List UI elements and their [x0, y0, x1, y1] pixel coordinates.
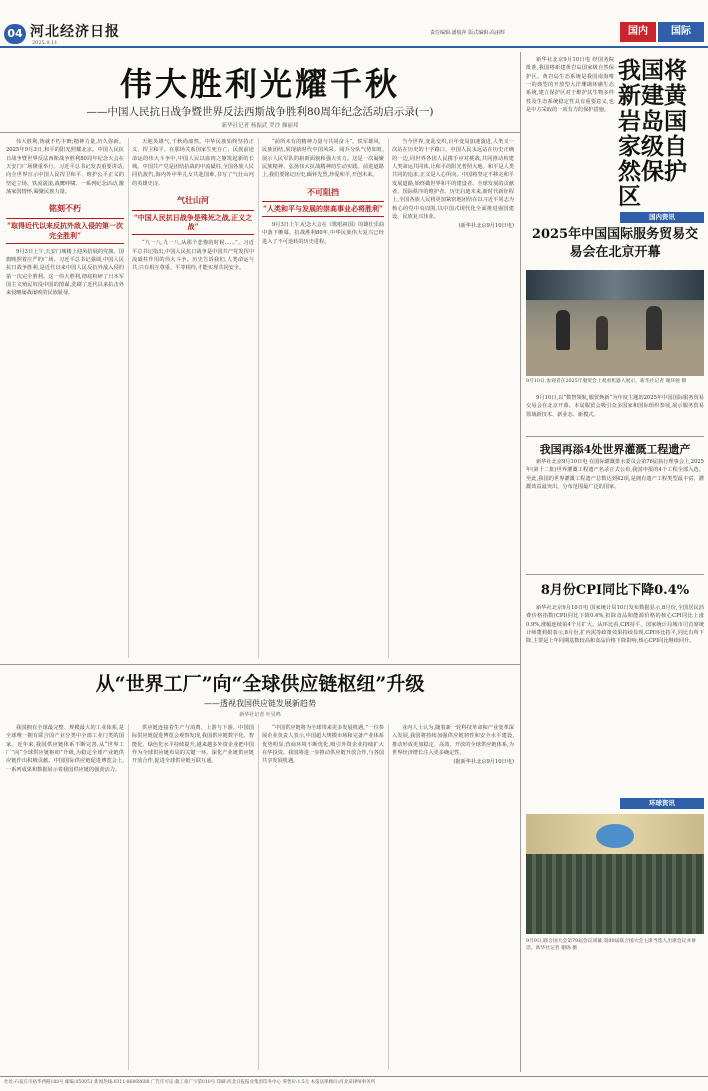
page-footer: 社址:石家庄市裕华西路188号 邮编:050051 新闻热线:0311-86868688 广告许可证:冀工商广字第010号 印刷:河北日报报业集团印务中心 零售价:1.5元 本报法律顾问:河北某律师事务所 — [0, 1076, 708, 1091]
article-paragraph: 当今世界,变乱交织,百年变局加速演进,人类又一次站在历史的十字路口。中国人民永远站在历史正确的一边,同世界各国人民携手应对挑战,共同推动构建人类命运共同体,让和平的阳光普照大地。和平是人类共同的追求,正义是人心所向。中国将坚定不移走和平发展道路,始终做世界和平的建设者、全球发展的贡献者、国际秩序的维护者。历史启迪未来,新时代新征程上,全国各族人民将更加紧密地团结在以习近平同志为核心的党中央周围,以中国式现代化全面推进强国建设、民族复兴伟业。 — [392, 139, 514, 220]
article-paragraph: 供应链连接着生产与消费、上游与下游。中国国际供应链促进博览会观察发现,我国供应链数字化、智能化、绿色化水平持续提升,越来越多外资企业把中国作为全球供应链布局的关键一环。深化产业链供应链开放合作,促进全球供应链互联互通。 — [132, 725, 254, 765]
un-photo-caption: 9月9日,联合国大会第79届会议闭幕,第80届联合国大会主席当选人出席会议并讲话。新华社记者 谢锦 摄 — [526, 939, 697, 952]
pull-quote: “人类和平与发展的崇高事业必将胜利” — [262, 201, 384, 217]
article-paragraph: 新华社北京9月10日电 经国务院批准,我国将新建黄岩岛国家级自然保护区。黄岩岛生态系统是我国南海唯一的典型的开放型大洋珊瑚环礁生态系统,建立保护区对于维护其生物多样性及生态系统稳定性具有重要意义,也是中方采取的一项有力的保护措施。 — [526, 57, 614, 113]
section-domestic: 国内 — [620, 22, 656, 42]
divider — [520, 52, 521, 1072]
bottom-byline: 新华社记者 叶昊鸣 — [239, 712, 281, 718]
lead-headline: 伟大胜利光耀千秋 — [119, 65, 400, 103]
page-number: 04 — [4, 24, 26, 44]
lead-column-3 — [262, 138, 384, 658]
divider — [128, 138, 129, 658]
article-paragraph: 9月10日,以“数智领航,服贸焕新”为年度主题的2025年中国国际服务贸易交易会在北京开幕。本届服贸会吸引众多国家和国际组织参展,展示服务贸易领域新技术、新业态、新模式。 — [526, 395, 704, 418]
bottom-column-2 — [132, 724, 254, 1070]
divider — [258, 724, 259, 1070]
issue-date: 2025.9.11 — [32, 40, 58, 46]
bottom-subheadline: ——透视我国供应链发展新趋势 — [204, 699, 316, 708]
domestic-news-banner: 国内资讯 — [620, 212, 704, 223]
masthead — [0, 0, 708, 48]
pull-quote: “取得近代以来反抗外敌入侵的第一次完全胜利” — [6, 218, 124, 244]
article-paragraph: 9月3日上午,天安门城楼上迎风招展的党旗、国旗映照着庄严的广场。习近平总书记强调,中国人民抗日战争胜利,是近代以来中国人民反抗外敌入侵的第一次完全胜利。这一伟大胜利,彻底粉碎了日本军国主义殖民奴役中国的图谋,洗刷了近代以来抗击外来侵略屡战屡败的民族耻辱。 — [6, 248, 124, 297]
fair-photo-caption: 9月10日,参观者在2025年服贸会上观看机器人展示。新华社记者 谢环驰 摄 — [526, 379, 687, 384]
fair-headline: 2025年中国国际服务贸易交易会在北京开幕 — [531, 227, 699, 260]
article-paragraph: 新华社北京9月10日电 在国际灌溉排水委员会第76届执行理事会上,2025年(第十二批)世界灌溉工程遗产名录正式公布,我国申报的4个工程全部入选。至此,我国的世界灌溉工程遗产总数达到42项,是拥有遗产工程类型最丰富、灌溉效益最突出、分布范围最广泛的国家。 — [526, 459, 704, 490]
lead-column-4 — [392, 138, 514, 658]
section-subhead: 气壮山河 — [177, 194, 209, 205]
reserve-headline: 我国将新建黄岩岛国家级自然保护区 — [618, 57, 687, 211]
divider — [258, 138, 259, 658]
divider — [0, 664, 520, 665]
heritage-headline: 我国再添4处世界灌溉工程遗产 — [526, 436, 704, 458]
divider — [0, 132, 520, 133]
heritage-article-body — [526, 458, 704, 570]
article-dateline: (据新华社北京9月10日电) — [453, 759, 514, 766]
divider — [388, 724, 389, 1070]
cpi-headline: 8月份CPI同比下降0.4% — [526, 574, 704, 601]
bottom-column-1 — [6, 724, 124, 1070]
pull-quote: “中国人民抗日战争是殊死之战,正义之战” — [132, 210, 254, 236]
section-international: 国际 — [658, 22, 704, 42]
un-photo — [526, 814, 704, 934]
divider — [388, 138, 389, 658]
article-paragraph: “九一八,九一八,从那个悲惨的时候……”。习近平总书记指出,中国人民抗日战争是中国共产党发挥中流砥柱作用的伟大斗争。历史告诉我们,人类命运与共,只有相互尊重、平等相待,才能实现共同安全。 — [132, 240, 254, 272]
reserve-article-body — [526, 56, 614, 208]
cpi-article-body — [526, 604, 704, 768]
article-paragraph: “中国供应链将为全球带来更多发展机遇。”一位参展企业负责人表示,中国超大规模市场和完备产业体系优势明显,营商环境不断优化,吸引外资企业持续扩大在华投资。我国将进一步推动供应链开放合作,与各国共享发展机遇。 — [262, 725, 384, 765]
bottom-headline: 从“世界工厂”向“全球供应链枢纽”升级 — [95, 673, 425, 695]
section-subhead: 铭刻不朽 — [49, 203, 81, 214]
fair-article-body — [526, 394, 704, 430]
divider — [128, 724, 129, 1070]
bottom-column-3 — [262, 724, 384, 1070]
newspaper-name: 河北经济日报 — [30, 24, 120, 40]
lead-column-1 — [6, 138, 124, 658]
masthead-rule — [0, 46, 708, 48]
article-paragraph: 9月3日上午,纪念大会在《歌唱祖国》的雄壮乐曲中落下帷幕。抗战胜利80年,中华民族伟大复兴已经进入了不可逆转的历史进程。 — [262, 222, 384, 245]
lead-subheadline: ——中国人民抗日战争暨世界反法西斯战争胜利80周年纪念活动启示录(一) — [86, 106, 434, 118]
expo-photo — [526, 270, 704, 376]
lead-column-2 — [132, 138, 254, 658]
section-subhead: 不可阻挡 — [307, 186, 339, 197]
lead-byline: 新华社记者 杨振武 罗沙 操丽邦 — [221, 123, 299, 129]
article-paragraph: 业内人士认为,随着新一轮科技革命和产业变革深入发展,我国将持续加强供应链韧性和安全水平建设,推动形成更加稳定、高效、开放的全球供应链体系,为世界经济增长注入更多确定性。 — [392, 725, 514, 756]
article-paragraph: 新华社北京9月10日电 国家统计局10日发布数据显示,8月份,全国居民消费价格指数(CPI)同比下降0.4%,扣除食品和能源价格的核心CPI同比上涨0.9%,涨幅连续第4个月扩大。从环比看,CPI持平。国家统计局城市司首席统计师董莉娟表示,8月份,扩内需等政策效果持续显现,CPI环比持平,同比有所下降,主要是上年同期基数较高和食品价格下降影响,核心CPI同比继续回升。 — [526, 605, 704, 645]
article-paragraph: “前所未有的精神力量与共同奋斗”。铁军雄风、民族团结,展现新时代中国风采。阅兵分队气势如虹,展示人民军队的崭新面貌和强大实力。这是一次凝聚民族精神、弘扬伟大抗战精神的生动实践。前进道路上,我们要铭记历史,缅怀先烈,珍爱和平,开创未来。 — [262, 139, 384, 179]
bottom-column-4 — [392, 724, 514, 1070]
article-dateline: (新华社北京9月10日电) — [458, 223, 514, 230]
article-paragraph: 伟大胜利,铸就不朽丰碑;精神力量,历久弥新。2025年9月3日,和平的阳光照耀北京。中国人民抗日战争暨世界反法西斯战争胜利80周年纪念大会在天安门广场隆重举行。习近平总书记发表重要讲话,向全世界宣示中国人民捍卫和平、维护公平正义的坚定立场。铁流滚滚,战鹰呼啸。一系列纪念活动,激荡家国情怀,凝聚民族力量。 — [6, 139, 124, 195]
article-paragraph: 天地英雄气,千秋尚凛然。中华民族始终坚持正义、捍卫和平。在那场关系国家生死存亡、民族前途命运的伟大斗争中,中国人民以血肉之躯筑起新的长城。中国共产党是团结抗战的中流砥柱,全国各族人民同仇敌忾,海内外中华儿女共赴国难,书写了气壮山河的英雄史诗。 — [132, 139, 254, 187]
editors-line: 责任编辑:潘俊萍 版式编辑:高丽辉 — [430, 30, 505, 36]
international-news-banner: 环球资讯 — [620, 798, 704, 809]
article-paragraph: 我国拥有全球最完整、规模最大的工业体系,是全球唯一拥有联合国产业分类中全部工业门类的国家。近年来,我国供应链体系不断完善,从“世界工厂”向“全球供应链枢纽”升级,为稳定全球产业链供应链作出积极贡献。中国国际供应链促进博览会上,一系列成果和数据展示着我国供应链的强劲活力。 — [6, 725, 124, 773]
